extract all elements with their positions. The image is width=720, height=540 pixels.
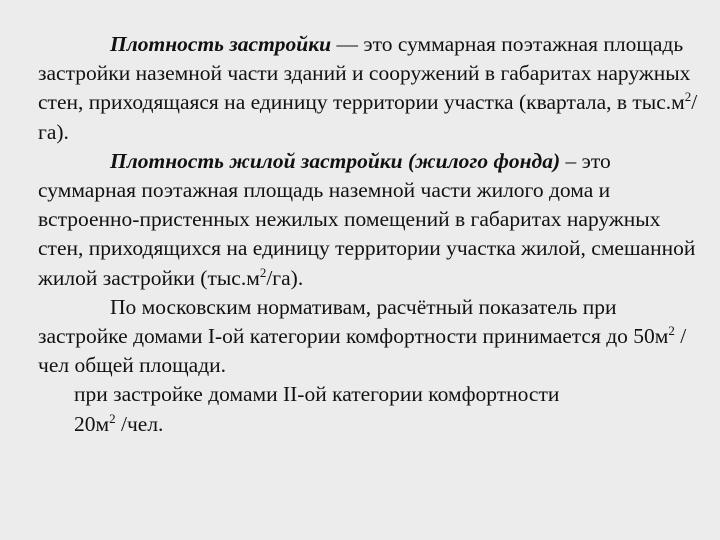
norms-end: /чел общей площади.: [38, 324, 687, 378]
paragraph-category-two: [38, 380, 698, 438]
paragraph-building-density: [38, 30, 698, 147]
unit-end: /га).: [38, 90, 698, 144]
category-two-end: /чел.: [115, 411, 164, 436]
norms-text: По московским нормативам, расчётный показатель при застройке домами I-ой категории комфортности принимается до 50м: [38, 294, 669, 349]
slide-text: [38, 30, 698, 439]
paragraph-residential-density: [38, 147, 698, 293]
term-building-density: Плотность застройки: [110, 32, 332, 56]
category-two-value: 20м: [74, 411, 110, 436]
superscript: 2: [684, 89, 692, 105]
unit-end: /га).: [266, 265, 304, 290]
definition-residential-density: – это суммарная поэтажная площадь наземной части жилого дома и встроенно-пристенных нежилых помещений в габаритах наружных стен, приходящихся на единицу территории участка жилой, смешанной жилой застройки (тыс.м: [38, 148, 696, 290]
paragraph-moscow-norms: [38, 293, 698, 381]
superscript: 2: [259, 264, 267, 280]
definition-building-density: — это суммарная поэтажная площадь застройки наземной части зданий и сооружений в габаритах наружных стен, приходящаяся на единицу территории участка (квартала, в тыс.м: [38, 32, 691, 115]
superscript: 2: [109, 410, 116, 426]
category-two-text: при застройке домами II-ой категории комфортности: [74, 382, 560, 407]
term-residential-density: Плотность жилой застройки (жилого фонда): [110, 148, 561, 173]
superscript: 2: [668, 322, 675, 338]
